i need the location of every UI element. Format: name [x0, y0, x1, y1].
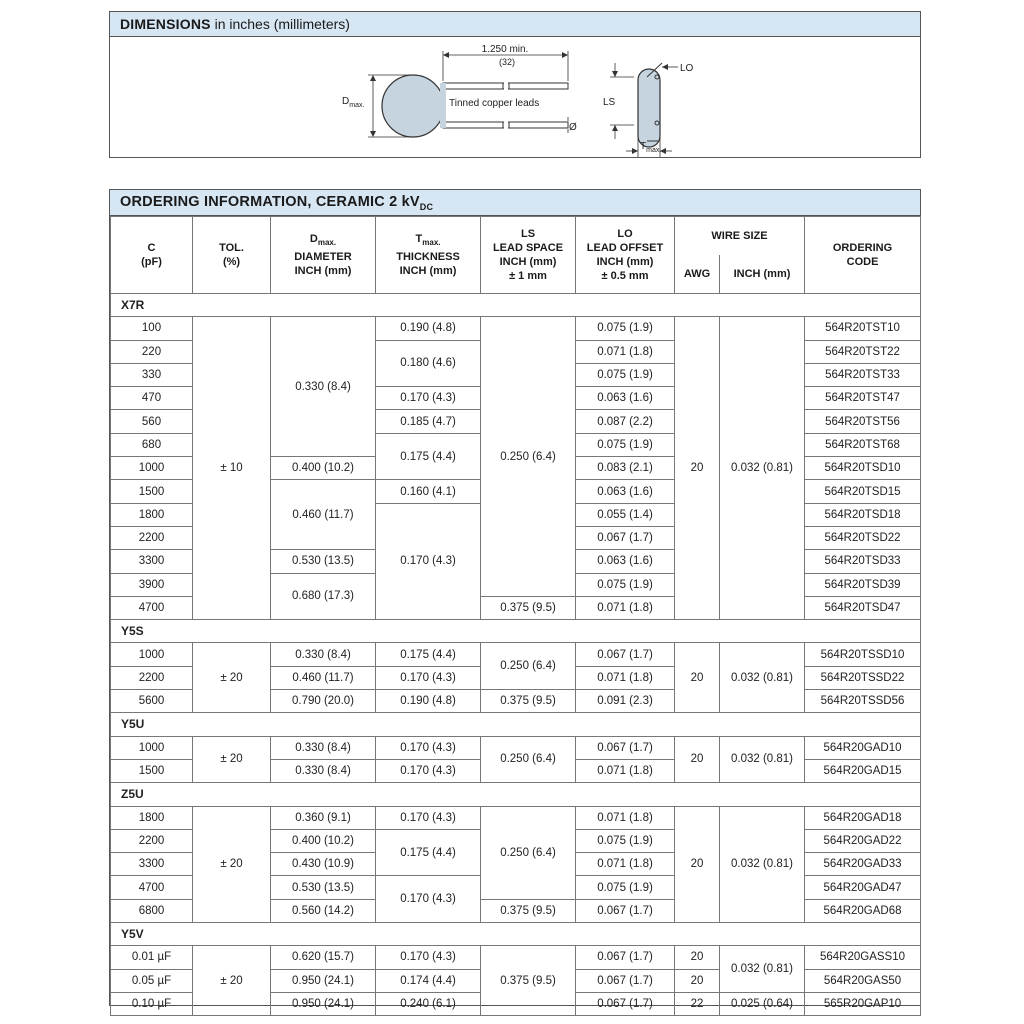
table-cell: 0.174 (4.4) [376, 969, 481, 992]
table-cell: 560 [111, 410, 193, 433]
table-cell: 0.055 (1.4) [576, 503, 675, 526]
table-cell: 0.190 (4.8) [376, 317, 481, 340]
table-cell: 564R20TSD47 [805, 596, 921, 619]
table-cell: 20 [675, 806, 720, 922]
table-cell: 564R20TSSD56 [805, 690, 921, 713]
table-cell: 1000 [111, 736, 193, 759]
table-cell: 0.175 (4.4) [376, 433, 481, 480]
ls-label: LS [603, 97, 616, 108]
table-cell: 0.170 (4.3) [376, 806, 481, 829]
table-cell: 4700 [111, 596, 193, 619]
table-cell: 20 [675, 969, 720, 992]
table-cell: 0.360 (9.1) [271, 806, 376, 829]
table-cell: 680 [111, 433, 193, 456]
table-cell: 2200 [111, 829, 193, 852]
header-thickness: $T_{max.}$ THICKNESS INCH (mm) [376, 217, 481, 294]
table-cell: 0.05 µF [111, 969, 193, 992]
table-cell: 470 [111, 387, 193, 410]
table-cell: ± 10 [193, 317, 271, 620]
tmax-label: $T_{max.}$ [640, 141, 662, 154]
table-cell: 0.400 (10.2) [271, 829, 376, 852]
group-row-y5v [111, 923, 921, 946]
table-cell: 1800 [111, 806, 193, 829]
table-cell: 0.067 (1.7) [576, 643, 675, 666]
table-cell: 0.075 (1.9) [576, 876, 675, 899]
table-cell: 0.083 (2.1) [576, 457, 675, 480]
table-cell: ± 20 [193, 806, 271, 922]
dimensions-subtitle: in inches (millimeters) [214, 16, 350, 32]
table-cell: 0.032 (0.81) [720, 317, 805, 620]
table-cell: 0.063 (1.6) [576, 480, 675, 503]
table-cell: 0.067 (1.7) [576, 736, 675, 759]
lo-label: LO [680, 63, 694, 74]
table-cell: 564R20TSD18 [805, 503, 921, 526]
dimensions-section [109, 11, 921, 158]
table-cell: 0.560 (14.2) [271, 899, 376, 922]
ordering-title: ORDERING INFORMATION, CERAMIC 2 $kV_{DC}$ [120, 194, 434, 212]
leads-label: Tinned copper leads [449, 98, 540, 109]
header-wire-size: WIRE SIZE [675, 217, 805, 256]
table-cell: 0.071 (1.8) [576, 759, 675, 782]
table-cell: 0.180 (4.6) [376, 340, 481, 387]
table-cell: 1000 [111, 643, 193, 666]
header-diameter: $D_{max.}$ DIAMETER INCH (mm) [271, 217, 376, 294]
table-cell: 564R20GAD18 [805, 806, 921, 829]
table-cell: ± 20 [193, 736, 271, 783]
table-cell: 20 [675, 736, 720, 783]
table-cell: 564R20GAD10 [805, 736, 921, 759]
table-cell: 0.071 (1.8) [576, 596, 675, 619]
table-cell: 0.175 (4.4) [376, 829, 481, 876]
table-cell: 564R20TST56 [805, 410, 921, 433]
table-cell: 3300 [111, 853, 193, 876]
table-cell: 0.680 (17.3) [271, 573, 376, 620]
table-cell: 0.170 (4.3) [376, 946, 481, 969]
table-cell: 0.375 (9.5) [481, 690, 576, 713]
table-cell: 0.075 (1.9) [576, 829, 675, 852]
table-cell: 0.160 (4.1) [376, 480, 481, 503]
table-cell: 0.091 (2.3) [576, 690, 675, 713]
table-cell: 0.071 (1.8) [576, 806, 675, 829]
dimensions-header [110, 12, 920, 37]
table-cell: 0.075 (1.9) [576, 573, 675, 596]
header-awg: AWG [675, 255, 720, 294]
group-label: Y5V [111, 923, 921, 946]
table-cell: 0.10 µF [111, 992, 193, 1015]
table-row [111, 806, 921, 829]
table-cell: 0.330 (8.4) [271, 736, 376, 759]
header-lead-space: LS LEAD SPACE INCH (mm) ± 1 mm [481, 217, 576, 294]
table-cell: 564R20GAD47 [805, 876, 921, 899]
table-cell: 564R20TST22 [805, 340, 921, 363]
table-cell: 20 [675, 317, 720, 620]
table-cell: 100 [111, 317, 193, 340]
table-cell: 0.170 (4.3) [376, 503, 481, 619]
table-cell: 0.330 (8.4) [271, 643, 376, 666]
table-cell: 0.190 (4.8) [376, 690, 481, 713]
header-wire-inch: INCH (mm) [720, 255, 805, 294]
table-row [111, 736, 921, 759]
table-cell: 0.067 (1.7) [576, 946, 675, 969]
table-cell: 1500 [111, 759, 193, 782]
table-cell: 564R20TSD15 [805, 480, 921, 503]
table-cell: 0.460 (11.7) [271, 480, 376, 550]
table-cell: 564R20GAD68 [805, 899, 921, 922]
table-cell: 0.170 (4.3) [376, 387, 481, 410]
table-cell: 0.071 (1.8) [576, 340, 675, 363]
table-cell: 564R20GAD22 [805, 829, 921, 852]
table-cell: 0.067 (1.7) [576, 992, 675, 1015]
side-view-body [638, 69, 660, 147]
dimensions-title: DIMENSIONS [120, 16, 211, 32]
table-cell: 22 [675, 992, 720, 1015]
table-cell: 0.950 (24.1) [271, 992, 376, 1015]
table-cell: 564R20TST47 [805, 387, 921, 410]
table-cell: 0.250 (6.4) [481, 317, 576, 597]
table-cell: ± 20 [193, 643, 271, 713]
group-row-x7r [111, 294, 921, 317]
table-cell: 564R20TSSD22 [805, 666, 921, 689]
table-cell: 0.170 (4.3) [376, 666, 481, 689]
table-header-row [111, 217, 921, 256]
ordering-table [110, 216, 921, 1016]
table-cell: 0.025 (0.64) [720, 992, 805, 1015]
table-cell: 2200 [111, 666, 193, 689]
table-cell: 220 [111, 340, 193, 363]
table-cell: 0.075 (1.9) [576, 317, 675, 340]
table-cell: 1500 [111, 480, 193, 503]
group-label: Y5S [111, 620, 921, 643]
table-cell: 0.032 (0.81) [720, 806, 805, 922]
table-cell: 0.01 µF [111, 946, 193, 969]
table-cell: 0.375 (9.5) [481, 899, 576, 922]
table-cell: 564R20TSD33 [805, 550, 921, 573]
table-cell: 20 [675, 643, 720, 713]
table-cell: 0.087 (2.2) [576, 410, 675, 433]
table-cell: 564R20TST10 [805, 317, 921, 340]
table-cell: 564R20TSD39 [805, 573, 921, 596]
header-tol: TOL. (%) [193, 217, 271, 294]
table-cell: 0.430 (10.9) [271, 853, 376, 876]
table-cell: 0.375 (9.5) [481, 596, 576, 619]
table-cell: 2200 [111, 526, 193, 549]
table-cell: 0.170 (4.3) [376, 736, 481, 759]
table-cell: 564R20TST33 [805, 363, 921, 386]
table-cell: ± 20 [193, 946, 271, 1016]
table-cell: 0.250 (6.4) [481, 806, 576, 899]
table-cell: 564R20TSSD10 [805, 643, 921, 666]
group-label: Z5U [111, 783, 921, 806]
table-cell: 0.330 (8.4) [271, 317, 376, 457]
table-cell: 0.330 (8.4) [271, 759, 376, 782]
table-cell: 0.460 (11.7) [271, 666, 376, 689]
table-cell: 0.530 (13.5) [271, 550, 376, 573]
lead-diameter-label: Ø [569, 122, 577, 133]
table-cell: 1800 [111, 503, 193, 526]
table-cell: 0.170 (4.3) [376, 759, 481, 782]
table-cell: 0.250 (6.4) [481, 736, 576, 783]
table-cell: 564R20GAS50 [805, 969, 921, 992]
table-cell: 0.075 (1.9) [576, 363, 675, 386]
table-cell: 6800 [111, 899, 193, 922]
group-row-z5u [111, 783, 921, 806]
table-cell: 0.071 (1.8) [576, 666, 675, 689]
table-cell: 0.071 (1.8) [576, 853, 675, 876]
table-cell: 0.175 (4.4) [376, 643, 481, 666]
table-cell: 0.063 (1.6) [576, 387, 675, 410]
table-cell: 0.375 (9.5) [481, 946, 576, 1016]
table-cell: 0.032 (0.81) [720, 643, 805, 713]
table-cell: 0.067 (1.7) [576, 899, 675, 922]
table-cell: 564R20GAD33 [805, 853, 921, 876]
table-cell: 0.240 (6.1) [376, 992, 481, 1015]
table-row [111, 317, 921, 340]
ordering-section [109, 189, 921, 1011]
table-cell: 0.790 (20.0) [271, 690, 376, 713]
dimensions-diagram [110, 37, 920, 157]
ordering-header [110, 190, 920, 216]
table-cell: 0.530 (13.5) [271, 876, 376, 899]
table-cell: 564R20GASS10 [805, 946, 921, 969]
table-cell: 5600 [111, 690, 193, 713]
group-row-y5u [111, 713, 921, 736]
table-cell: 330 [111, 363, 193, 386]
header-lead-offset: LO LEAD OFFSET INCH (mm) ± 0.5 mm [576, 217, 675, 294]
table-cell: 0.032 (0.81) [720, 946, 805, 993]
table-row [111, 946, 921, 969]
length-label: 1.250 min. [481, 44, 529, 55]
table-cell: 564R20TSD10 [805, 457, 921, 480]
table-row [111, 643, 921, 666]
table-cell: 0.170 (4.3) [376, 876, 481, 923]
length-mm-label: (32) [498, 57, 516, 67]
dmax-label: $D_{max.}$ [342, 96, 365, 109]
table-cell: 564R20TST68 [805, 433, 921, 456]
table-cell: 565R20GAP10 [805, 992, 921, 1015]
header-c: C (pF) [111, 217, 193, 294]
table-cell: 0.067 (1.7) [576, 969, 675, 992]
table-cell: 0.075 (1.9) [576, 433, 675, 456]
table-cell: 0.400 (10.2) [271, 457, 376, 480]
table-cell: 0.250 (6.4) [481, 643, 576, 690]
capacitor-disc [382, 75, 444, 137]
table-cell: 4700 [111, 876, 193, 899]
group-label: Y5U [111, 713, 921, 736]
table-cell: 0.620 (15.7) [271, 946, 376, 969]
table-cell: 1000 [111, 457, 193, 480]
table-cell: 564R20GAD15 [805, 759, 921, 782]
table-cell: 564R20TSD22 [805, 526, 921, 549]
table-cell: 3300 [111, 550, 193, 573]
group-label: X7R [111, 294, 921, 317]
table-cell: 0.067 (1.7) [576, 526, 675, 549]
header-ordering-code: ORDERING CODE [805, 217, 921, 294]
table-cell: 0.063 (1.6) [576, 550, 675, 573]
table-cell: 0.950 (24.1) [271, 969, 376, 992]
table-cell: 20 [675, 946, 720, 969]
table-cell: 0.032 (0.81) [720, 736, 805, 783]
table-cell: 3900 [111, 573, 193, 596]
group-row-y5s [111, 620, 921, 643]
table-cell: 0.185 (4.7) [376, 410, 481, 433]
